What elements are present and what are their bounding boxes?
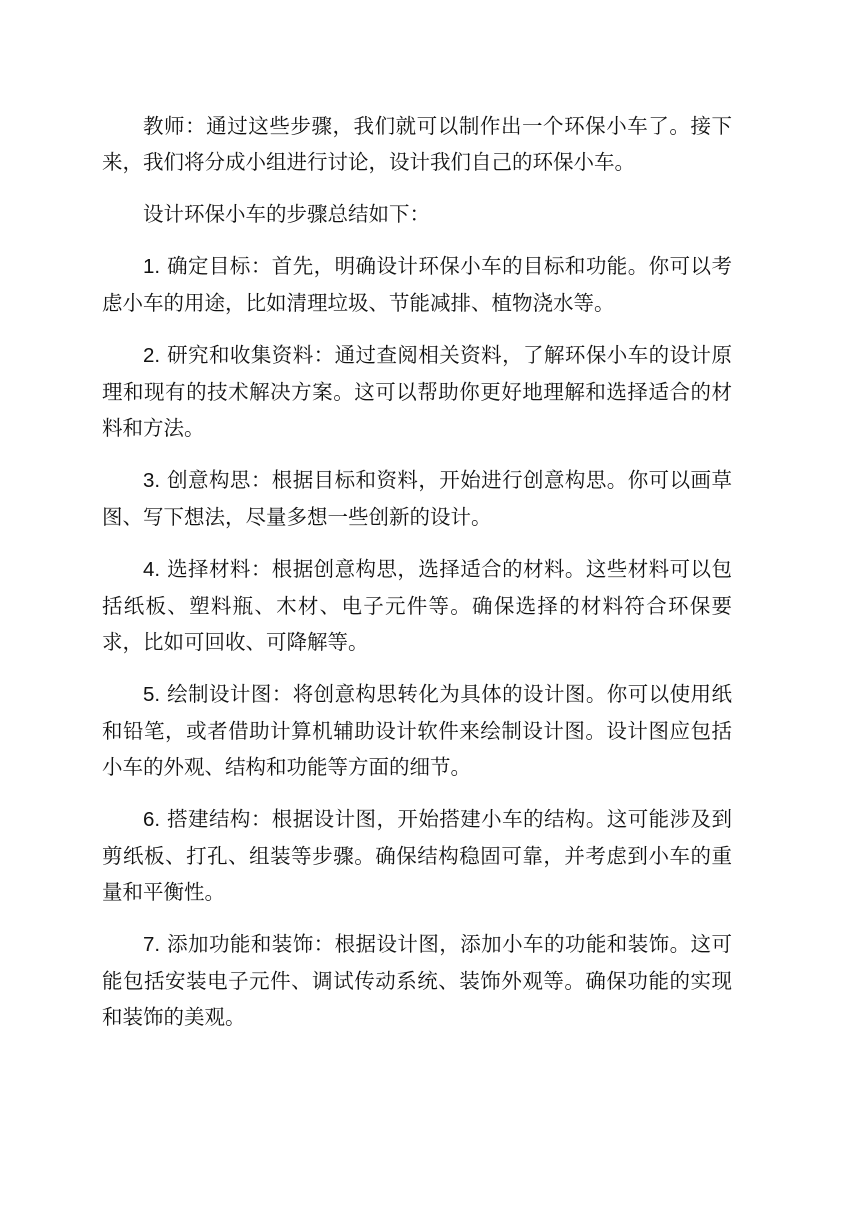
step-number: 7. — [143, 933, 161, 956]
step-number: 3. — [143, 469, 161, 492]
step-number: 1. — [143, 255, 161, 278]
step-6-paragraph — [102, 801, 732, 910]
step-number: 6. — [143, 808, 161, 831]
step-number: 5. — [143, 683, 161, 706]
step-7-paragraph — [102, 926, 732, 1035]
step-2-paragraph — [102, 337, 732, 446]
paragraph-summary-heading — [102, 196, 732, 232]
step-5-paragraph — [102, 676, 732, 785]
paragraph-text: 设计环保小车的步骤总结如下： — [143, 202, 430, 226]
step-1-paragraph — [102, 248, 732, 321]
step-text: 创意构思：根据目标和资料，开始进行创意构思。你可以画草图、写下想法，尽量多想一些创新的设计。 — [102, 468, 732, 529]
step-text: 绘制设计图：将创意构思转化为具体的设计图。你可以使用纸和铅笔，或者借助计算机辅助设计软件来绘制设计图。设计图应包括小车的外观、结构和功能等方面的细节。 — [102, 682, 732, 779]
step-3-paragraph — [102, 462, 732, 535]
step-text: 确定目标：首先，明确设计环保小车的目标和功能。你可以考虑小车的用途，比如清理垃圾、节能减排、植物浇水等。 — [102, 254, 732, 315]
step-text: 搭建结构：根据设计图，开始搭建小车的结构。这可能涉及到剪纸板、打孔、组装等步骤。确保结构稳固可靠，并考虑到小车的重量和平衡性。 — [102, 807, 732, 904]
step-number: 2. — [143, 344, 161, 367]
step-text: 研究和收集资料：通过查阅相关资料，了解环保小车的设计原理和现有的技术解决方案。这可以帮助你更好地理解和选择适合的材料和方法。 — [102, 343, 732, 440]
step-text: 选择材料：根据创意构思，选择适合的材料。这些材料可以包括纸板、塑料瓶、木材、电子元件等。确保选择的材料符合环保要求，比如可回收、可降解等。 — [102, 557, 732, 654]
paragraph-teacher-intro — [102, 108, 732, 180]
step-number: 4. — [143, 558, 161, 581]
paragraph-text: 教师：通过这些步骤，我们就可以制作出一个环保小车了。接下来，我们将分成小组进行讨论，设计我们自己的环保小车。 — [102, 114, 732, 174]
step-text: 添加功能和装饰：根据设计图，添加小车的功能和装饰。这可能包括安装电子元件、调试传动系统、装饰外观等。确保功能的实现和装饰的美观。 — [102, 932, 732, 1029]
document-body — [102, 108, 732, 1051]
step-4-paragraph — [102, 551, 732, 660]
